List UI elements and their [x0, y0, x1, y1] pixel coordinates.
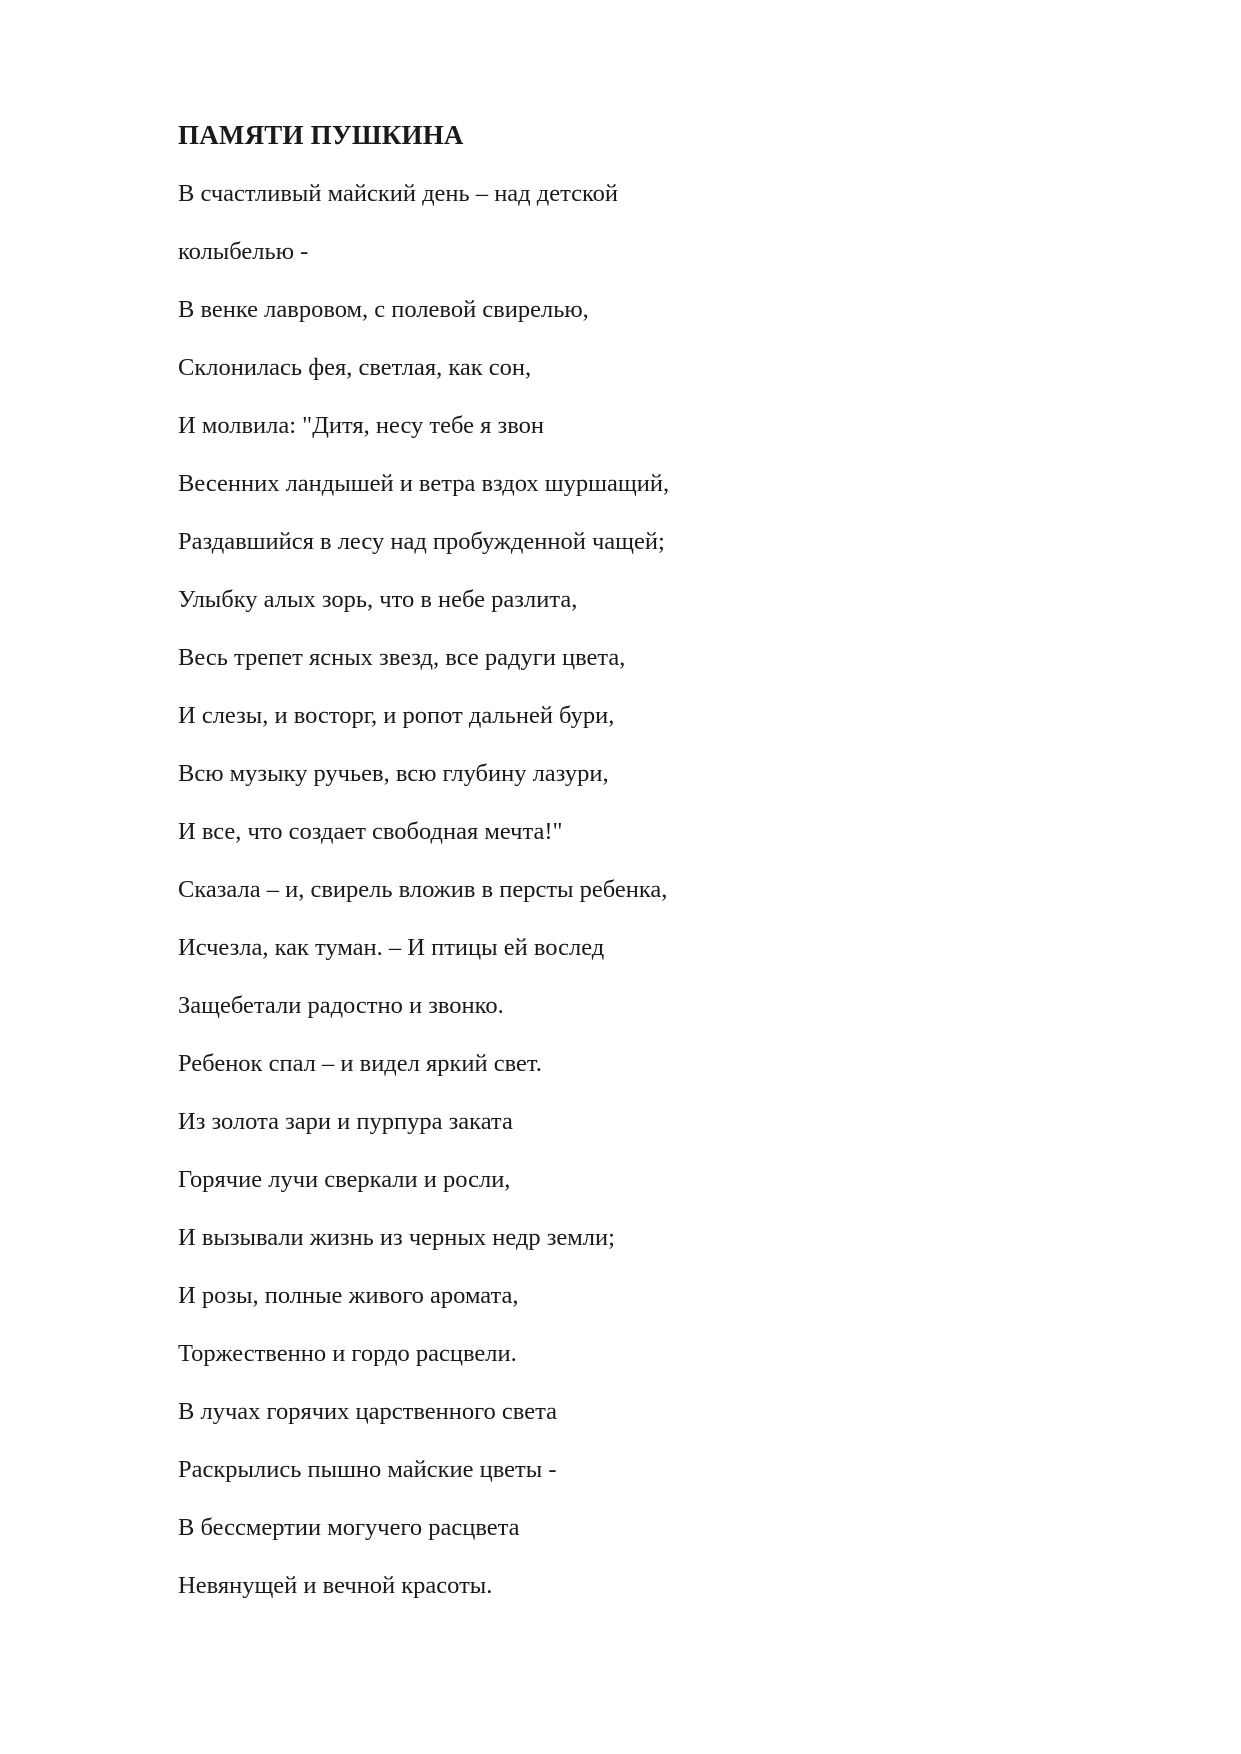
poem-line: Весь трепет ясных звезд, все радуги цвета, — [178, 644, 626, 671]
poem-line: И молвила: "Дитя, несу тебе я звон — [178, 412, 544, 439]
poem-line: И розы, полные живого аромата, — [178, 1282, 519, 1309]
poem-line: И все, что создает свободная мечта!" — [178, 818, 563, 845]
poem-line: Горячие лучи сверкали и росли, — [178, 1166, 511, 1193]
poem-line: Весенних ландышей и ветра вздох шуршащий, — [178, 470, 670, 497]
poem-line: Раздавшийся в лесу над пробужденной чащей; — [178, 528, 665, 555]
poem-line: Защебетали радостно и звонко. — [178, 992, 504, 1019]
poem-line: Всю музыку ручьев, всю глубину лазури, — [178, 760, 609, 787]
poem-line: Раскрылись пышно майские цветы - — [178, 1456, 557, 1483]
poem-line: Исчезла, как туман. – И птицы ей вослед — [178, 934, 605, 961]
poem-line: колыбелью - — [178, 238, 309, 265]
poem-line: В венке лавровом, с полевой свирелью, — [178, 296, 589, 323]
poem-title: ПАМЯТИ ПУШКИНА — [178, 120, 464, 150]
poem-line: Склонилась фея, светлая, как сон, — [178, 354, 532, 381]
poem-line: Невянущей и вечной красоты. — [178, 1572, 493, 1599]
poem-line: Из золота зари и пурпура заката — [178, 1108, 513, 1135]
poem-line: В счастливый майский день – над детской — [178, 180, 619, 207]
poem-line: Сказала – и, свирель вложив в персты ребенка, — [178, 876, 668, 903]
poem-line: В лучах горячих царственного света — [178, 1398, 557, 1425]
poem-line: И вызывали жизнь из черных недр земли; — [178, 1224, 615, 1251]
poem-line: И слезы, и восторг, и ропот дальней бури, — [178, 702, 615, 729]
poem-body — [178, 177, 669, 1627]
poem-line: Ребенок спал – и видел яркий свет. — [178, 1050, 542, 1077]
poem-line: Улыбку алых зорь, что в небе разлита, — [178, 586, 578, 613]
poem-line: Торжественно и гордо расцвели. — [178, 1340, 517, 1367]
poem-line: В бессмертии могучего расцвета — [178, 1514, 520, 1541]
